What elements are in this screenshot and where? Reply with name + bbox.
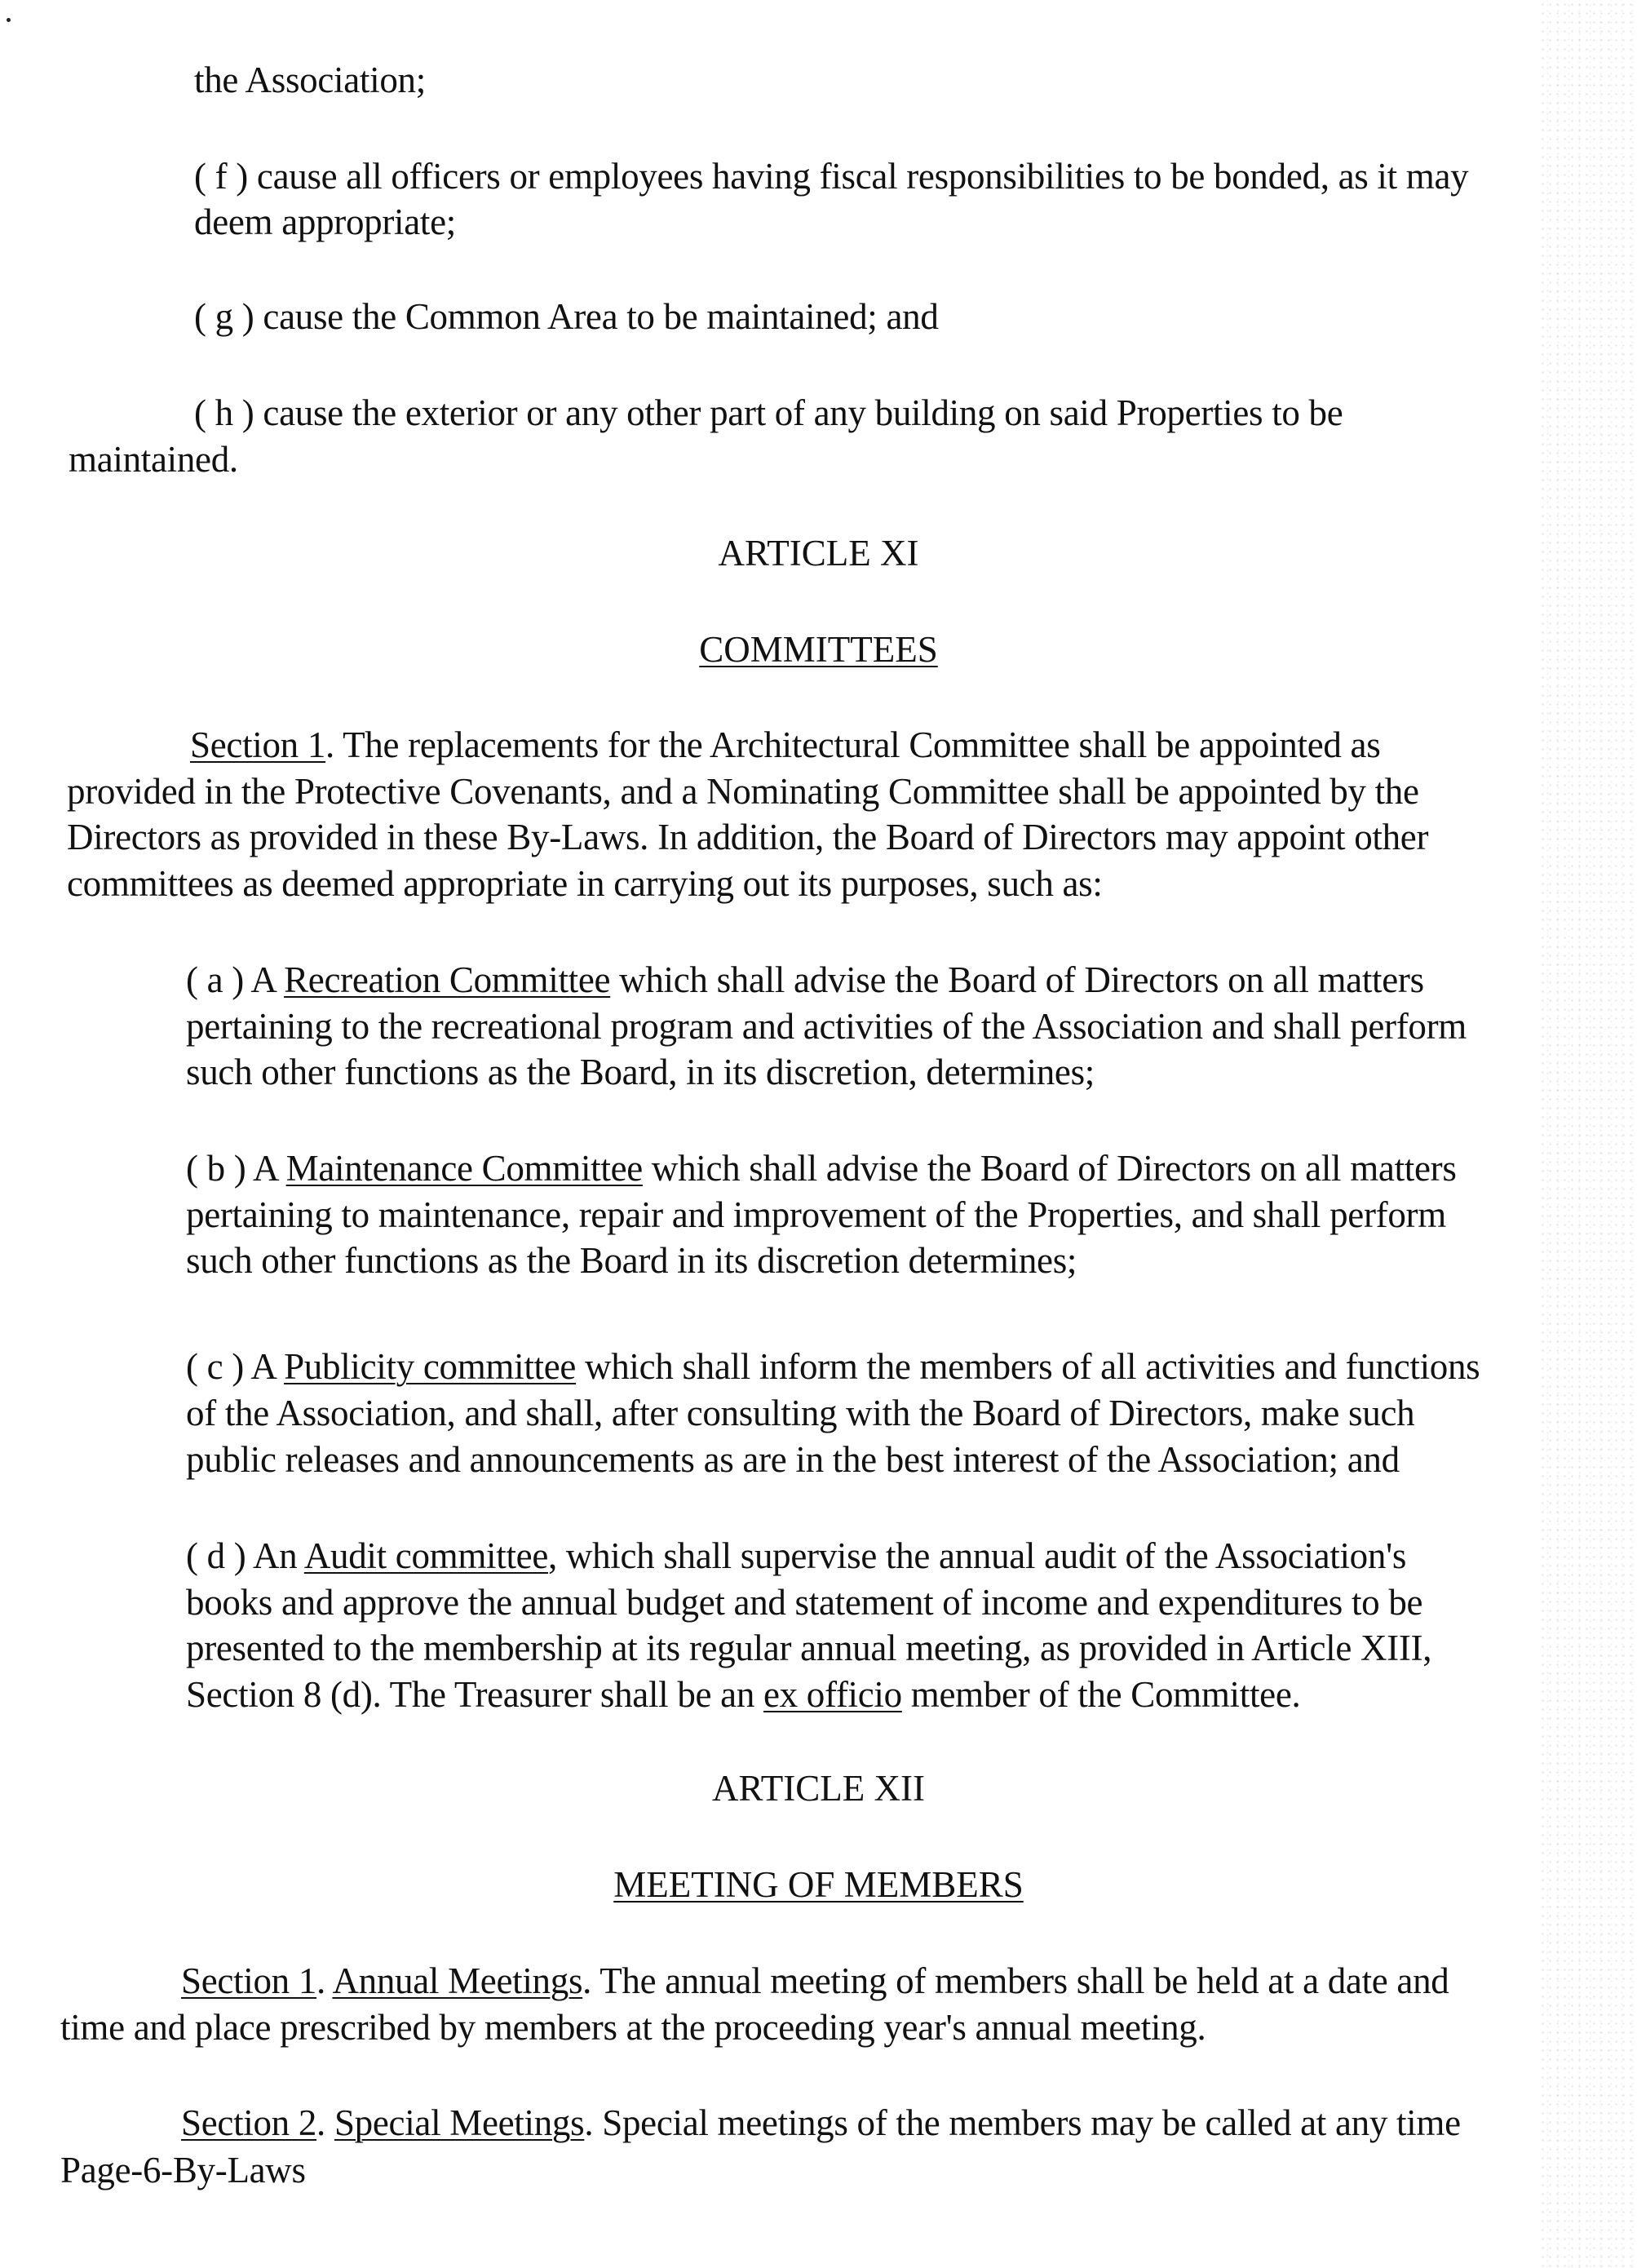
item-d-line-3: presented to the membership at its regular annual meeting, as provided in Article XIII, [186, 1628, 1432, 1668]
xii-section-1-line-1 [181, 1958, 1449, 2004]
section-dot: . [316, 1960, 333, 2001]
item-d-text-b: member of the Committee. [901, 1674, 1301, 1715]
item-b-line-2: pertaining to maintenance, repair and improvement of the Properties, and shall perform [186, 1194, 1446, 1235]
section-label: Section 2 [181, 2102, 317, 2143]
section-subtitle: Annual Meetings [332, 1960, 583, 2001]
item-b-prefix: ( b ) A [186, 1148, 286, 1189]
item-d-text: , which shall supervise the annual audit of the Association's [548, 1535, 1407, 1576]
section-text: . The replacements for the Architectural Committee shall be appointed as [325, 724, 1381, 765]
article-xi-title [0, 627, 1637, 672]
item-d-line-2: books and approve the annual budget and statement of income and expenditures to be [186, 1582, 1423, 1623]
item-c-committee-name: Publicity committee [284, 1346, 577, 1387]
item-b-text: which shall advise the Board of Directors on all matters [642, 1148, 1457, 1189]
scan-noise [1539, 0, 1637, 2268]
section-text: . The annual meeting of members shall be held at a date and [582, 1960, 1449, 2001]
text-line: the Association; [194, 60, 426, 100]
item-c-line-1 [186, 1344, 1480, 1389]
item-a-line-3: such other functions as the Board, in its discretion, determines; [186, 1052, 1095, 1092]
section-1-line-2: provided in the Protective Covenants, and a Nominating Committee shall be appointed by the [67, 771, 1419, 812]
item-a-line-2: pertaining to the recreational program and activities of the Association and shall perform [186, 1006, 1467, 1047]
item-c-text: which shall inform the members of all activities and functions [576, 1346, 1480, 1387]
ex-officio-term: ex officio [763, 1674, 902, 1715]
section-1-line-4: committees as deemed appropriate in carrying out its purposes, such as: [67, 863, 1103, 904]
article-xii-heading: ARTICLE XII [712, 1768, 925, 1809]
item-c-line-3: public releases and announcements as are in the best interest of the Association; and [186, 1439, 1400, 1480]
section-label: Section 1 [190, 724, 326, 765]
item-f-line-2: deem appropriate; [194, 202, 456, 242]
item-c-prefix: ( c ) A [186, 1346, 285, 1387]
item-h-line-1: ( h ) cause the exterior or any other part of any building on said Properties to be [194, 392, 1343, 433]
section-subtitle: Special Meetings [334, 2102, 585, 2143]
article-xi-heading: ARTICLE XI [718, 533, 919, 574]
item-d-committee-name: Audit committee [303, 1535, 548, 1576]
xii-section-2-line-1 [181, 2100, 1461, 2146]
section-dot: . [316, 2102, 334, 2143]
item-h-line-2: maintained. [69, 439, 238, 480]
xii-section-1-line-2: time and place prescribed by members at the proceeding year's annual meeting. [60, 2007, 1206, 2048]
item-d-prefix: ( d ) An [186, 1535, 304, 1576]
item-d-text-a: Section 8 (d). The Treasurer shall be an [186, 1674, 763, 1715]
item-b-line-3: such other functions as the Board in its discretion determines; [186, 1240, 1077, 1281]
item-a-text: which shall advise the Board of Directors on all matters [610, 959, 1424, 1000]
section-1-line-1 [190, 722, 1380, 768]
item-a-committee-name: Recreation Committee [284, 959, 611, 1000]
item-a-prefix: ( a ) A [186, 959, 285, 1000]
section-1-line-3: Directors as provided in these By-Laws. In addition, the Board of Directors may appoint other [67, 817, 1429, 857]
item-b-committee-name: Maintenance Committee [285, 1148, 643, 1189]
article-xi-title-text: COMMITTEES [699, 629, 938, 670]
item-f-line-1: ( f ) cause all officers or employees having fiscal responsibilities to be bonded, as it may [194, 156, 1469, 197]
item-a-line-1 [186, 957, 1424, 1003]
item-d-line-1 [186, 1533, 1406, 1579]
scan-speck [7, 18, 11, 22]
item-g-line: ( g ) cause the Common Area to be maintained; and [194, 296, 939, 337]
item-d-line-4 [186, 1672, 1300, 1717]
article-xii-title-text: MEETING OF MEMBERS [613, 1864, 1024, 1905]
item-b-line-1 [186, 1145, 1457, 1191]
section-text: . Special meetings of the members may be called at any time [584, 2102, 1461, 2143]
item-c-line-2: of the Association, and shall, after consulting with the Board of Directors, make such [186, 1393, 1415, 1433]
page-footer: Page-6-By-Laws [60, 2150, 306, 2190]
article-xii-title [0, 1862, 1637, 1907]
section-label: Section 1 [181, 1960, 317, 2001]
